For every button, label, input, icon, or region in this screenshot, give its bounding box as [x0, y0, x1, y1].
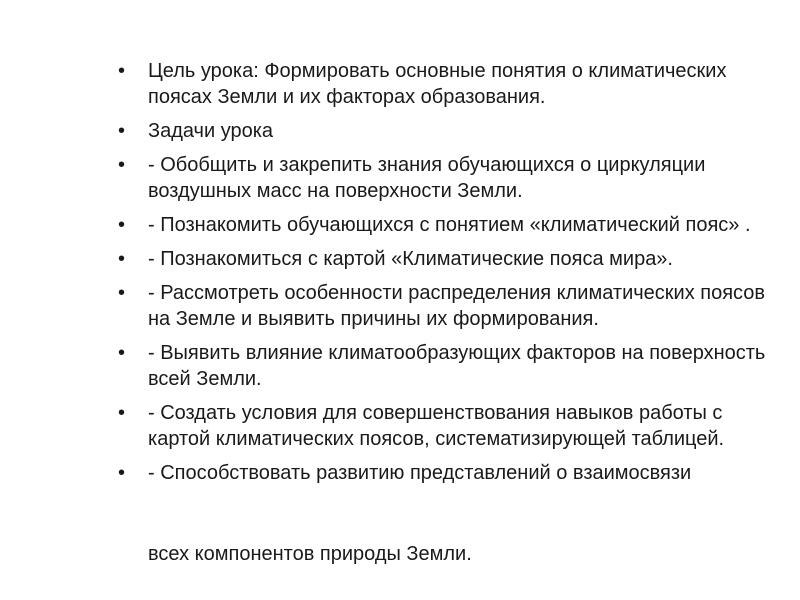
list-item [118, 212, 768, 238]
bullet-icon: • [118, 462, 126, 484]
bullet-icon: • [118, 214, 126, 236]
list-item [118, 118, 768, 144]
list-item [118, 400, 768, 452]
item-text: - Обобщить и закрепить знания обучающихся о циркуляции воздушных масс на поверхности Земли. [148, 154, 706, 202]
item-text: - Выявить влияние климатообразующих факторов на поверхность всей Земли. [148, 342, 766, 390]
item-text: - Создать условия для совершенствования навыков работы с картой климатических поясов, систематизирующей таблицей. [148, 402, 725, 450]
continuation-line: всех компонентов природы Земли. [148, 543, 472, 565]
list-item [118, 246, 768, 272]
item-text: Цель урока: Формировать основные понятия о климатических поясах Земли и их факторах образования. [148, 60, 727, 108]
lesson-goals-list [118, 58, 768, 486]
list-item [118, 460, 768, 486]
list-item [118, 280, 768, 332]
bullet-icon: • [118, 120, 126, 142]
item-text: Задачи урока [148, 120, 274, 142]
item-text: - Познакомиться с картой «Климатические пояса мира». [148, 248, 673, 270]
bullet-icon: • [118, 248, 126, 270]
bullet-icon: • [118, 154, 126, 176]
item-text: - Рассмотреть особенности распределения климатических поясов на Земле и выявить причины их формирования. [148, 282, 766, 330]
bullet-icon: • [118, 60, 126, 82]
list-item [118, 58, 768, 110]
list-item [118, 340, 768, 392]
list-item [118, 152, 768, 204]
item-text: - Познакомить обучающихся с понятием «климатический пояс» . [148, 214, 751, 236]
bullet-icon: • [118, 282, 126, 304]
item-text: - Способствовать развитию представлений о взаимосвязи [148, 462, 692, 484]
bullet-icon: • [118, 402, 126, 424]
bullet-icon: • [118, 342, 126, 364]
